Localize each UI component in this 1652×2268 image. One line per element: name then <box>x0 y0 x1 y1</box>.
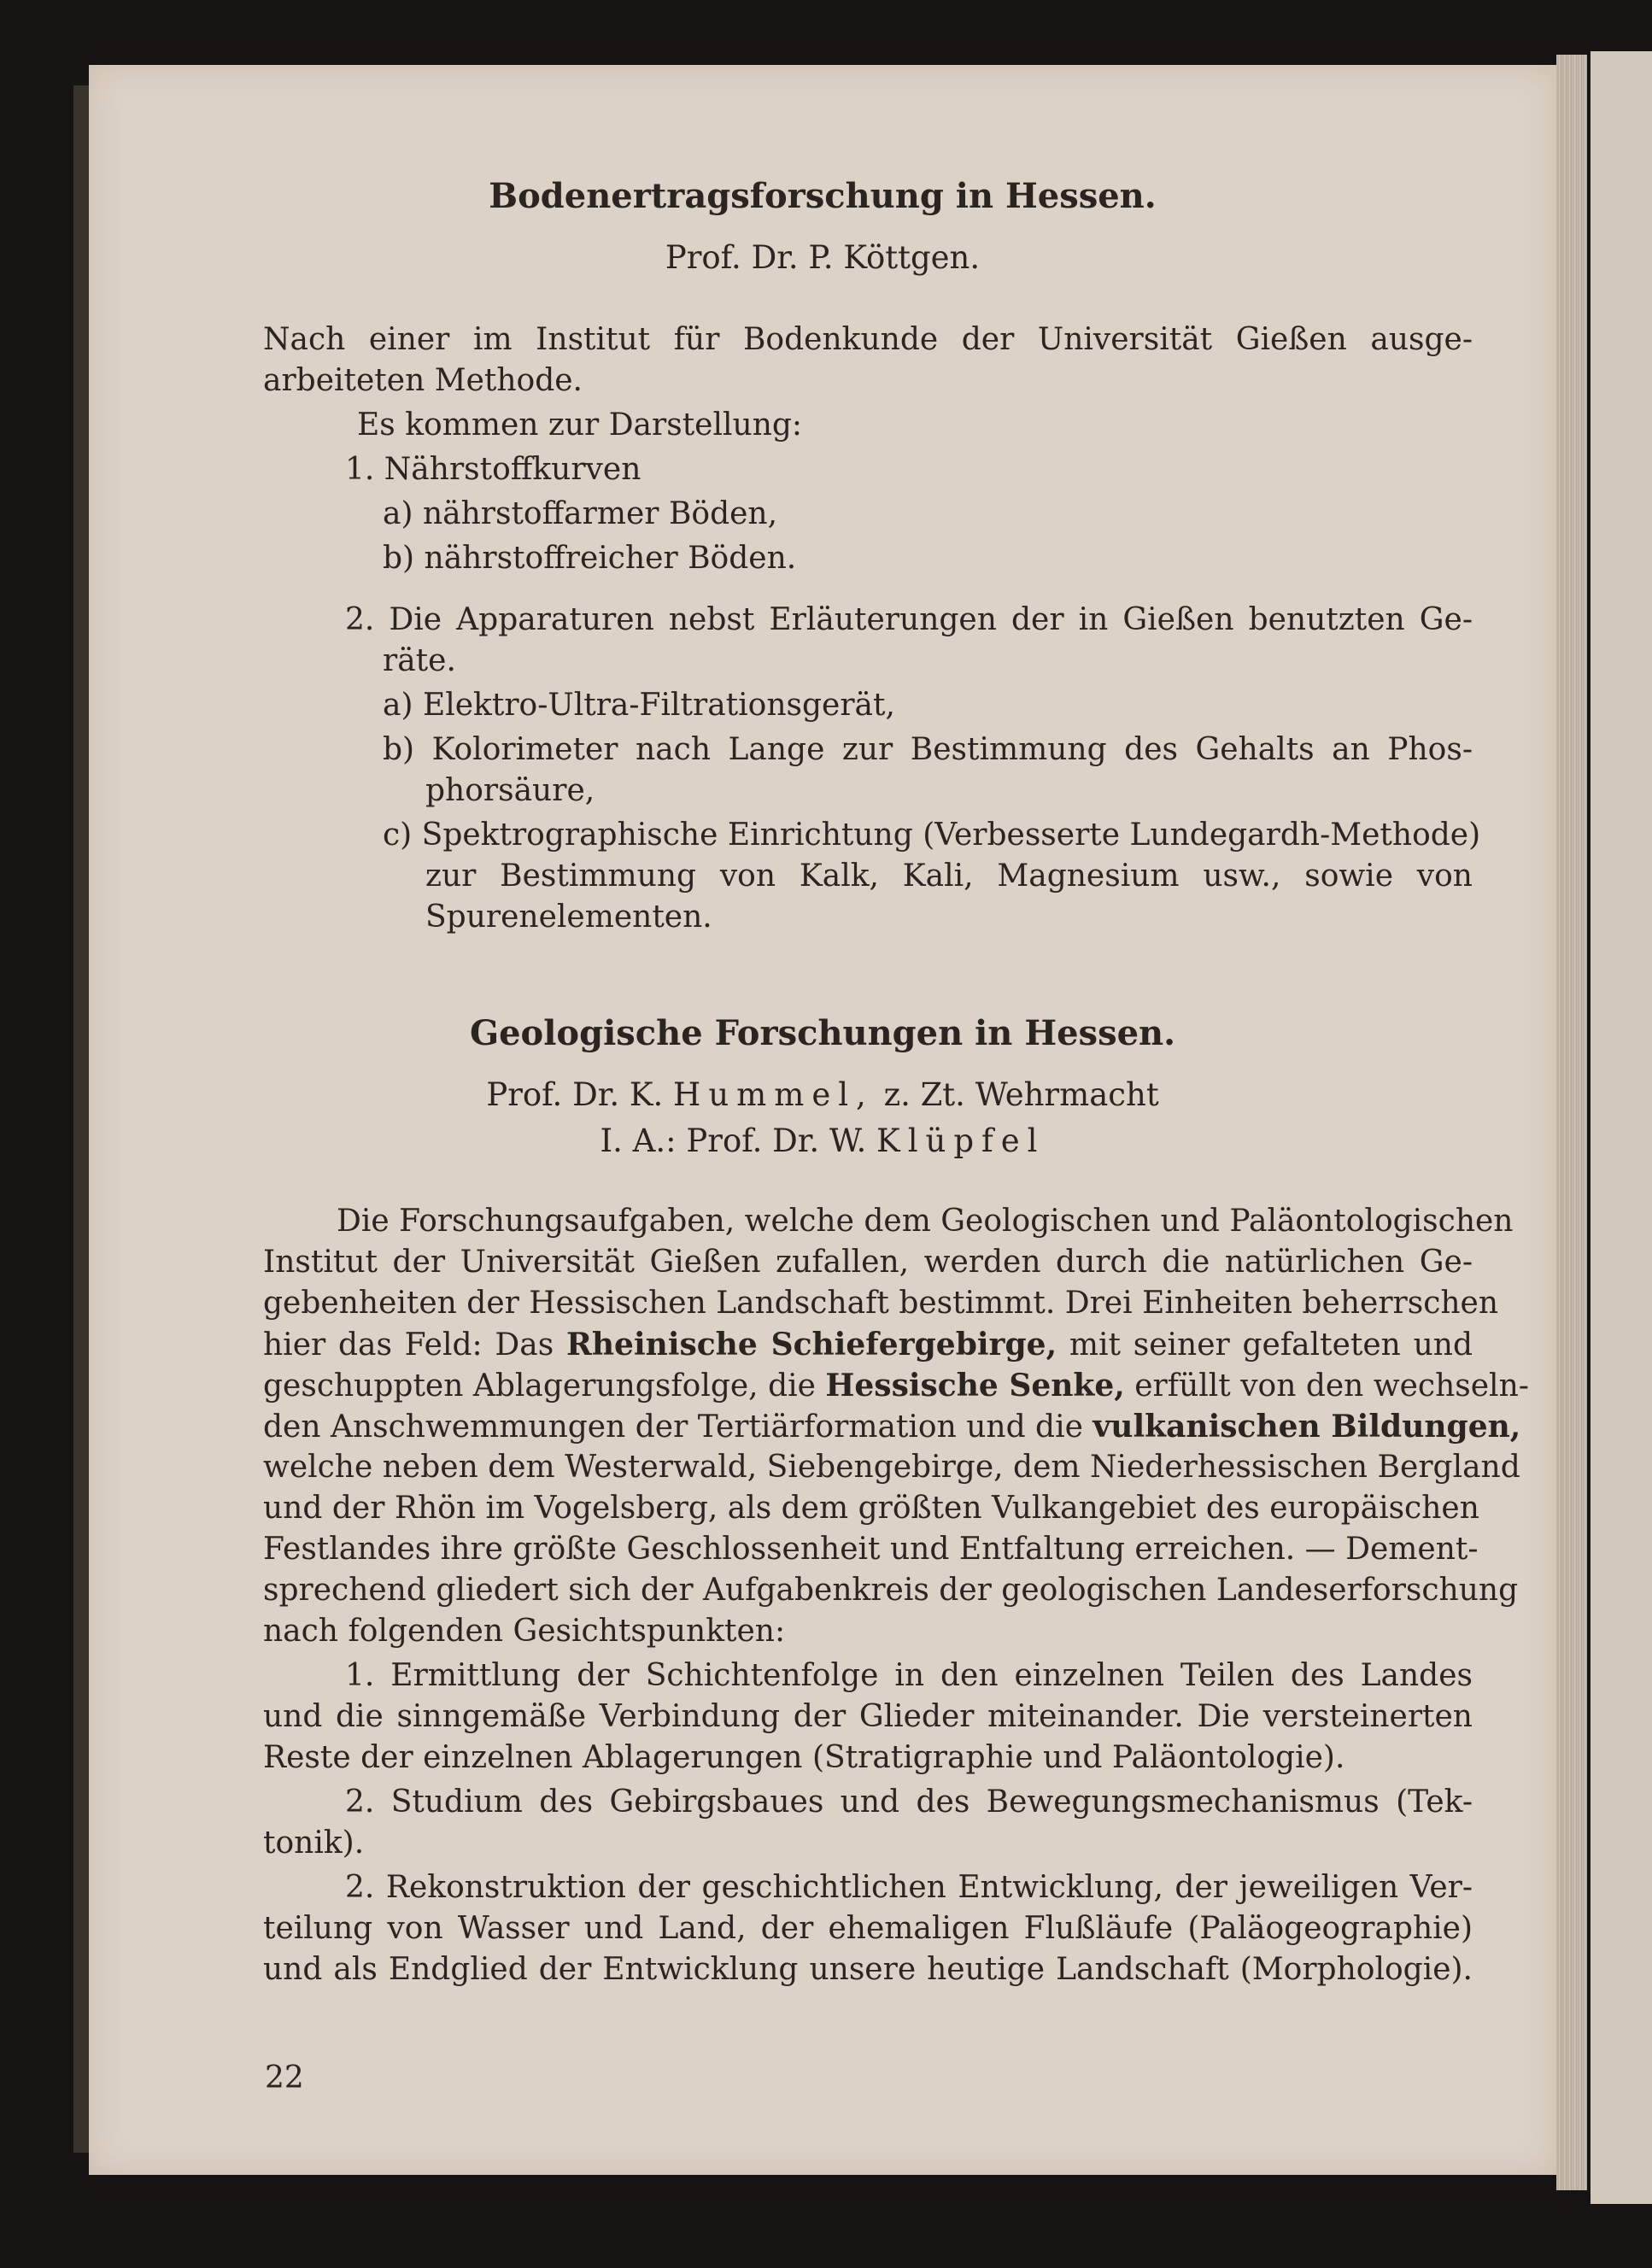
paragraph-line-5 <box>263 1365 1529 1407</box>
section2-author-1-suffix: z. Zt. Wehrmacht <box>883 1076 1159 1113</box>
section1-intro-line-3: Es kommen zur Darstellung: <box>357 407 803 442</box>
binding-edge <box>73 85 89 2153</box>
section2-author-1-prefix: Prof. Dr. K. <box>486 1076 664 1113</box>
paragraph-line-5-a: geschuppten Ablagerungsfolge, die <box>263 1368 816 1404</box>
paragraph-line-5-bold: Hessische Senke, <box>825 1368 1125 1404</box>
paragraph-line-6-bold: vulkanischen Bildungen, <box>1093 1409 1521 1445</box>
paragraph-line-6-a: den Anschwemmungen der Tertiärformation und die <box>263 1409 1083 1445</box>
point-1-line-3: Reste der einzelnen Ablagerungen (Stratigraphie und Paläontologie). <box>263 1740 1345 1775</box>
paragraph-line-9: Festlandes ihre größte Geschlossenheit und Entfaltung erreichen. — Dement- <box>263 1532 1479 1567</box>
point-1-line-1: 1. Ermittlung der Schichtenfolge in den einzelnen Teilen des Landes <box>345 1658 1473 1693</box>
book-page <box>89 65 1556 2175</box>
section1-item-1-a: a) nährstoffarmer Böden, <box>383 496 778 531</box>
paragraph-line-4-a: hier das Feld: Das <box>263 1327 554 1363</box>
point-3-line-1: 2. Rekonstruktion der geschichtlichen Entwicklung, der jeweiligen Ver- <box>345 1870 1473 1905</box>
section2-heading: Geologische Forschungen in Hessen. <box>469 1013 1176 1053</box>
paragraph-line-5-b: erfüllt von den wechseln- <box>1134 1368 1529 1404</box>
section2-author-2-prefix: I. A.: Prof. Dr. W. <box>600 1122 867 1159</box>
paragraph-line-8: und der Rhön im Vogelsberg, als dem größten Vulkangebiet des europäischen <box>263 1491 1479 1526</box>
paragraph-line-1: Die Forschungsaufgaben, welche dem Geologischen und Paläontologischen <box>337 1204 1514 1239</box>
point-3-line-2: teilung von Wasser und Land, der ehemaligen Flußläufe (Paläogeographie) <box>263 1911 1473 1946</box>
point-2-line-1: 2. Studium des Gebirgsbaues und des Bewegungsmechanismus (Tek- <box>345 1785 1473 1820</box>
point-2-line-2: tonik). <box>263 1826 365 1861</box>
point-1-line-2: und die sinngemäße Verbindung der Glieder miteinander. Die versteinerten <box>263 1699 1473 1734</box>
paragraph-line-6 <box>263 1406 1521 1448</box>
paragraph-line-10: sprechend gliedert sich der Aufgabenkreis der geologischen Landeserforschung <box>263 1573 1519 1608</box>
section2-author-2 <box>89 1122 1556 1159</box>
adjacent-page-edge <box>1590 51 1652 2204</box>
section2-author-2-name: Klüpfel <box>876 1122 1046 1159</box>
paragraph-line-4 <box>263 1324 1473 1366</box>
page-stack-edge <box>1556 55 1587 2190</box>
section1-item-2-a: a) Elektro-Ultra-Filtrationsgerät, <box>383 688 895 723</box>
page-number: 22 <box>265 2060 304 2095</box>
section1-item-2-line-1: 2. Die Apparaturen nebst Erläuterungen der in Gießen benutzten Ge- <box>345 602 1473 637</box>
section1-item-1-b: b) nährstoffreicher Böden. <box>383 541 797 576</box>
section1-intro-line-2: arbeiteten Methode. <box>263 363 583 398</box>
paragraph-line-7: welche neben dem Westerwald, Siebengebirge, dem Niederhessischen Bergland <box>263 1450 1520 1485</box>
paragraph-line-3: gebenheiten der Hessischen Landschaft bestimmt. Drei Einheiten beherrschen <box>263 1286 1499 1321</box>
section1-intro-line-1: Nach einer im Institut für Bodenkunde der Universität Gießen ausge- <box>263 322 1473 357</box>
section1-item-1-title: 1. Nährstoffkurven <box>345 452 641 487</box>
section1-heading: Bodenertragsforschung in Hessen. <box>489 176 1157 216</box>
section2-author-1-name: Hummel, <box>673 1076 874 1113</box>
section1-item-2-b-line-2: phorsäure, <box>425 773 595 808</box>
section1-item-2-c-line-2: zur Bestimmung von Kalk, Kali, Magnesium usw., sowie von <box>425 859 1473 894</box>
point-3-line-3: und als Endglied der Entwicklung unsere heutige Landschaft (Morphologie). <box>263 1952 1473 1987</box>
section1-author: Prof. Dr. P. Köttgen. <box>665 239 981 276</box>
section1-item-2-b-line-1: b) Kolorimeter nach Lange zur Bestimmung des Gehalts an Phos- <box>383 732 1473 767</box>
section1-item-2-line-2: räte. <box>383 643 456 678</box>
section2-author-1 <box>89 1076 1556 1113</box>
section1-item-2-c-line-1: c) Spektrographische Einrichtung (Verbesserte Lundegardh-Methode) <box>383 818 1481 853</box>
paragraph-line-11: nach folgenden Gesichtspunkten: <box>263 1614 786 1649</box>
paragraph-line-4-bold: Rheinische Schiefergebirge, <box>565 1327 1057 1363</box>
paragraph-line-2: Institut der Universität Gießen zufallen, werden durch die natürlichen Ge- <box>263 1245 1473 1280</box>
section1-item-2-c-line-3: Spurenelementen. <box>425 900 712 935</box>
paragraph-line-4-b: mit seiner gefalteten und <box>1069 1327 1473 1363</box>
